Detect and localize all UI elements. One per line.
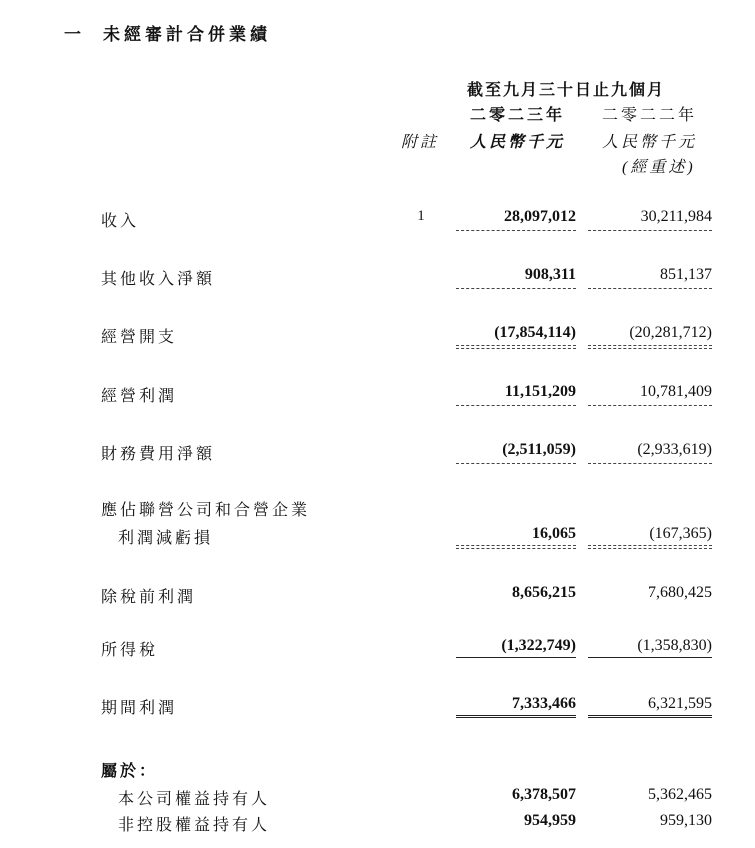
row-value-2023-revenue: 28,097,012 <box>504 208 576 225</box>
col2-unit: 人民幣千元 <box>602 134 698 151</box>
row-value-2023-income-tax: (1,322,749) <box>501 637 576 654</box>
attributable-value-2022-non-controlling: 959,130 <box>660 812 712 829</box>
underline-dotted <box>456 545 576 546</box>
col2-year: 二零二二年 <box>602 107 698 124</box>
underline-dotted <box>588 348 712 349</box>
underline-dotted <box>588 548 712 549</box>
row-value-2022-profit-for-period: 6,321,595 <box>648 695 712 712</box>
underline-dotted <box>456 548 576 549</box>
row-label-revenue: 收入 <box>101 213 140 230</box>
row-value-2022-finance-costs: (2,933,619) <box>637 441 712 458</box>
attributable-value-2023-equity-holders: 6,378,507 <box>512 786 576 803</box>
underline-dotted <box>456 230 576 231</box>
row-label-profit-for-period: 期間利潤 <box>101 700 178 717</box>
underline-dotted <box>456 345 576 346</box>
row-label-share-of-associates-line2: 利潤減虧損 <box>118 530 214 547</box>
row-label-other-income: 其他收入淨額 <box>101 271 216 288</box>
underline-dotted <box>456 348 576 349</box>
attributable-label-equity-holders: 本公司權益持有人 <box>118 791 271 808</box>
note-column-header: 附註 <box>401 134 440 151</box>
underline-dotted <box>588 288 712 289</box>
underline-dotted <box>456 288 576 289</box>
col2-remark: (經重述) <box>622 159 696 176</box>
section-number: 一 <box>64 25 81 44</box>
row-value-2023-profit-before-tax: 8,656,215 <box>512 584 576 601</box>
row-label-profit-before-tax: 除稅前利潤 <box>101 589 197 606</box>
row-label-income-tax: 所得稅 <box>101 642 159 659</box>
row-value-2022-operating-expenses: (20,281,712) <box>629 324 712 341</box>
attributable-value-2022-equity-holders: 5,362,465 <box>648 786 712 803</box>
row-note-revenue: 1 <box>417 208 425 224</box>
underline-dotted <box>456 463 576 464</box>
attributable-value-2023-non-controlling: 954,959 <box>524 812 576 829</box>
row-value-2023-profit-for-period: 7,333,466 <box>512 695 576 712</box>
row-label-operating-expenses: 經營開支 <box>101 329 178 346</box>
underline-dotted <box>588 230 712 231</box>
underline-dotted <box>588 345 712 346</box>
col1-year: 二零二三年 <box>470 107 566 124</box>
row-value-2022-other-income: 851,137 <box>660 266 712 283</box>
underline-dotted <box>588 545 712 546</box>
row-value-2022-share-of-associates: (167,365) <box>649 525 712 542</box>
attributable-label-non-controlling: 非控股權益持有人 <box>118 817 271 834</box>
row-value-2023-share-of-associates: 16,065 <box>532 525 576 542</box>
underline-double <box>588 715 712 718</box>
row-value-2023-finance-costs: (2,511,059) <box>502 441 576 458</box>
underline-double <box>456 715 576 718</box>
section-title: 未經審計合併業績 <box>103 25 271 44</box>
row-value-2022-income-tax: (1,358,830) <box>637 637 712 654</box>
row-label-finance-costs: 財務費用淨額 <box>101 446 216 463</box>
row-value-2023-operating-profit: 11,151,209 <box>504 383 576 400</box>
underline-dotted <box>588 405 712 406</box>
col1-unit: 人民幣千元 <box>470 134 566 151</box>
row-label-operating-profit: 經營利潤 <box>101 388 178 405</box>
row-label-share-of-associates: 應佔聯營公司和合營企業 <box>101 502 311 519</box>
period-header: 截至九月三十日止九個月 <box>467 82 666 99</box>
underline-solid <box>456 657 576 658</box>
row-value-2022-operating-profit: 10,781,409 <box>640 383 712 400</box>
row-value-2023-operating-expenses: (17,854,114) <box>494 324 576 341</box>
row-value-2023-other-income: 908,311 <box>524 266 576 283</box>
row-value-2022-revenue: 30,211,984 <box>640 208 712 225</box>
attributable-heading: 屬於： <box>101 763 159 780</box>
row-value-2022-profit-before-tax: 7,680,425 <box>648 584 712 601</box>
underline-dotted <box>456 405 576 406</box>
underline-solid <box>588 657 712 658</box>
underline-dotted <box>588 463 712 464</box>
